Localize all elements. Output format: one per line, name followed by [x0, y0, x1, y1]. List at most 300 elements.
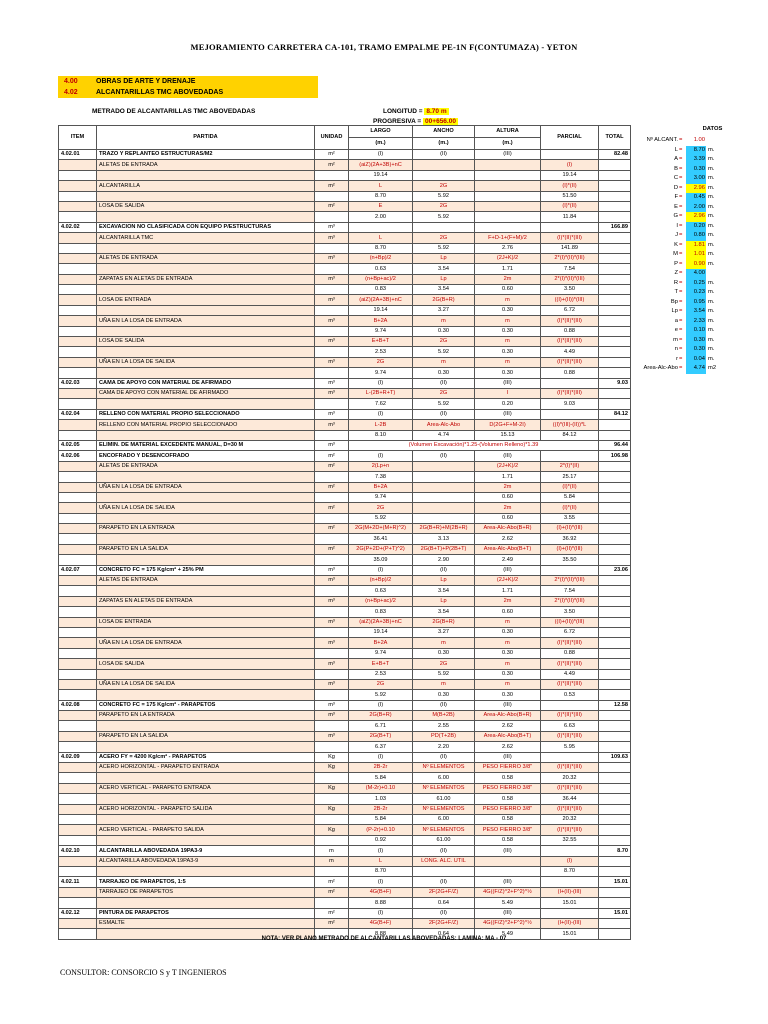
datos-list: [640, 136, 755, 374]
largo-cell: (aiZ)(2A+3B)+nC: [349, 295, 413, 305]
ancho-cell: 2.55: [413, 721, 475, 731]
subitem-formula-row: [59, 576, 631, 586]
item-cell: [59, 586, 97, 596]
partida-cell: UÑA EN LA LOSA DE ENTRADA: [97, 482, 315, 492]
altura-cell: Area-Alc-Abo(B+T): [475, 731, 541, 741]
largo-cell: 5.84: [349, 815, 413, 825]
partida-cell: RELLENO CON MATERIAL PROPIO SELECCIONADO: [97, 409, 315, 419]
largo-cell: 2B-2r: [349, 804, 413, 814]
partida-cell: UÑA EN LA LOSA DE SALIDA: [97, 357, 315, 367]
datos-value: 1.00: [693, 137, 705, 143]
altura-cell: 2m: [475, 503, 541, 513]
partida-cell: ALCANTARILLA ABOVEDADA 19PA3-9: [97, 846, 315, 856]
ancho-cell: LONG. ALC. UTIL: [413, 856, 475, 866]
partida-cell: [97, 898, 315, 908]
total-cell: [599, 835, 631, 845]
parcial-cell: (I)*(II): [541, 201, 599, 211]
table-body: [59, 150, 631, 940]
item-cell: [59, 555, 97, 565]
datos-value: 2.96: [686, 212, 706, 222]
item-cell: [59, 576, 97, 586]
ancho-cell: Lp: [413, 274, 475, 284]
subitem-value-row: [59, 773, 631, 783]
datos-value: 3.54: [686, 307, 706, 317]
ancho-cell: 2.20: [413, 742, 475, 752]
datos-label: E: [674, 203, 678, 210]
item-cell: 4.02.12: [59, 908, 97, 918]
datos-unit: m.: [708, 327, 715, 333]
datos-label: T: [674, 289, 678, 295]
parcial-cell: [541, 565, 599, 575]
datos-value: 0.45: [686, 193, 706, 203]
subitem-value-row: [59, 742, 631, 752]
subitem-formula-row: [59, 201, 631, 211]
largo-cell: 0.92: [349, 835, 413, 845]
unidad-cell: Kg: [315, 825, 349, 835]
datos-row: [640, 279, 755, 289]
ancho-cell: 2F(2G+F/Z): [413, 918, 475, 928]
total-cell: [599, 347, 631, 357]
partida-cell: LOSA DE SALIDA: [97, 201, 315, 211]
equals-sign: =: [679, 308, 683, 314]
total-cell: [599, 794, 631, 804]
parcial-cell: 9.03: [541, 399, 599, 409]
parcial-cell: 0.88: [541, 648, 599, 658]
total-cell: [599, 544, 631, 554]
total-cell: [599, 783, 631, 793]
equals-sign: =: [679, 365, 683, 371]
ancho-cell: Nº ELEMENTOS: [413, 763, 475, 773]
unidad-cell: m²: [315, 451, 349, 461]
item-cell: [59, 524, 97, 534]
nota-text: NOTA: VER PLANO METRADO DE ALCANTARILLAS ABOVEDADAS: LAMINA: MA - 07: [261, 936, 507, 942]
datos-label: P: [674, 260, 678, 267]
subitem-formula-row: [59, 482, 631, 492]
header-item: ITEM: [59, 126, 97, 150]
datos-label: F: [674, 194, 678, 200]
partida-cell: [97, 285, 315, 295]
ancho-cell: Nº ELEMENTOS: [413, 783, 475, 793]
subitem-value-row: [59, 264, 631, 274]
item-row: [59, 908, 631, 918]
unidad-cell: m³: [315, 638, 349, 648]
equals-sign: =: [679, 156, 683, 162]
item-cell: [59, 420, 97, 430]
parcial-cell: (I): [541, 856, 599, 866]
altura-cell: 2.49: [475, 555, 541, 565]
datos-unit: m.: [708, 213, 715, 219]
datos-row: [640, 155, 755, 165]
largo-cell: B+2A: [349, 316, 413, 326]
altura-cell: 0.30: [475, 347, 541, 357]
altura-cell: Area-Alc-Abo(B+R): [475, 711, 541, 721]
equals-sign: =: [679, 270, 683, 276]
unidad-cell: [315, 243, 349, 253]
partida-cell: CONCRETO FC = 175 Kg/cm² - PARAPETOS: [97, 700, 315, 710]
unidad-cell: Kg: [315, 804, 349, 814]
datos-label: G: [673, 213, 678, 219]
unidad-cell: m³: [315, 576, 349, 586]
partida-cell: UÑA EN LA LOSA DE ENTRADA: [97, 316, 315, 326]
largo-cell: 2G(M+2D+(M+R)^2): [349, 524, 413, 534]
item-cell: [59, 815, 97, 825]
datos-label: J: [675, 232, 678, 238]
item-cell: 4.02.01: [59, 150, 97, 160]
subitem-value-row: [59, 898, 631, 908]
partida-cell: CAMA DE APOYO CON MATERIAL DE AFIRMADO: [97, 378, 315, 388]
parcial-cell: 2*(I)*(II)*(III): [541, 253, 599, 263]
ancho-cell: [413, 492, 475, 502]
parcial-cell: 4.49: [541, 669, 599, 679]
datos-title: DATOS: [702, 126, 723, 132]
largo-cell: 2(Lp+n: [349, 461, 413, 471]
item-cell: [59, 534, 97, 544]
altura-cell: 0.30: [475, 669, 541, 679]
largo-cell: E+B+T: [349, 659, 413, 669]
datos-value: 3.39: [686, 155, 706, 165]
header-unit-largo: (m.): [349, 138, 413, 150]
total-cell: [599, 482, 631, 492]
altura-cell: 2m: [475, 596, 541, 606]
altura-cell: 5.49: [475, 929, 541, 939]
datos-value: 0.04: [686, 355, 706, 365]
datos-unit: m.: [708, 184, 715, 191]
metrado-table: [58, 125, 631, 940]
partida-cell: PARAPETO EN LA ENTRADA: [97, 711, 315, 721]
total-cell: [599, 472, 631, 482]
parcial-cell: 5.95: [541, 742, 599, 752]
parcial-cell: 3.55: [541, 513, 599, 523]
altura-cell: Area-Alc-Abo(B+T): [475, 544, 541, 554]
datos-label: Nº ALCANT.: [646, 137, 678, 143]
total-cell: [599, 627, 631, 637]
altura-cell: 0.58: [475, 835, 541, 845]
largo-cell: 35.09: [349, 555, 413, 565]
total-cell: [599, 160, 631, 170]
ancho-cell: 0.30: [413, 690, 475, 700]
parcial-cell: ((I)+(II))*(III): [541, 617, 599, 627]
largo-cell: (n+Bp+ac)/2: [349, 274, 413, 284]
item-cell: [59, 607, 97, 617]
equals-sign: =: [679, 175, 683, 181]
ancho-cell: [413, 461, 475, 471]
unidad-cell: m²: [315, 887, 349, 897]
partida-cell: [97, 815, 315, 825]
partida-cell: ACERO VERTICAL - PARAPETO SALIDA: [97, 825, 315, 835]
unidad-cell: Kg: [315, 752, 349, 762]
largo-cell: (n+Bp)/2: [349, 576, 413, 586]
datos-row: [640, 355, 755, 365]
subitem-value-row: [59, 835, 631, 845]
largo-cell: 5.84: [349, 773, 413, 783]
altura-cell: (III): [475, 565, 541, 575]
altura-cell: m: [475, 659, 541, 669]
item-cell: [59, 856, 97, 866]
item-cell: 4.02.05: [59, 440, 97, 450]
ancho-cell: 2.90: [413, 555, 475, 565]
parcial-cell: (I)*(II): [541, 503, 599, 513]
unidad-cell: [315, 648, 349, 658]
total-cell: [599, 295, 631, 305]
ancho-cell: [413, 503, 475, 513]
item-cell: 4.02.06: [59, 451, 97, 461]
parcial-cell: [541, 222, 599, 232]
largo-cell: 6.37: [349, 742, 413, 752]
item-cell: [59, 679, 97, 689]
largo-cell: 9.74: [349, 368, 413, 378]
section-text: OBRAS DE ARTE Y DRENAJE: [96, 78, 196, 85]
ancho-cell: (II): [413, 752, 475, 762]
parcial-cell: [541, 752, 599, 762]
parcial-cell: 2*(I)*(II): [541, 461, 599, 471]
total-cell: [599, 274, 631, 284]
parcial-cell: 6.63: [541, 721, 599, 731]
datos-row: [640, 364, 755, 374]
item-cell: [59, 492, 97, 502]
header-altura: ALTURA: [475, 126, 541, 138]
subitem-formula-row: [59, 679, 631, 689]
item-cell: 4.02.03: [59, 378, 97, 388]
unidad-cell: [315, 513, 349, 523]
total-cell: [599, 586, 631, 596]
item-cell: [59, 461, 97, 471]
subitem-formula-row: [59, 918, 631, 928]
subitem-value-row: [59, 586, 631, 596]
unidad-cell: [315, 690, 349, 700]
total-cell: [599, 763, 631, 773]
total-cell: 12.58: [599, 700, 631, 710]
altura-cell: m: [475, 337, 541, 347]
datos-panel: [640, 126, 755, 374]
subitem-formula-row: [59, 783, 631, 793]
unidad-cell: [315, 835, 349, 845]
ancho-cell: 5.92: [413, 191, 475, 201]
item-cell: [59, 253, 97, 263]
ancho-cell: (II): [413, 409, 475, 419]
altura-cell: 0.30: [475, 326, 541, 336]
altura-cell: [475, 170, 541, 180]
datos-value: 4.74: [686, 364, 706, 374]
total-cell: [599, 264, 631, 274]
total-cell: [599, 690, 631, 700]
largo-cell: B+2A: [349, 638, 413, 648]
ancho-cell: 0.30: [413, 326, 475, 336]
item-cell: 4.02.09: [59, 752, 97, 762]
altura-cell: (III): [475, 700, 541, 710]
section-text: ALCANTARILLAS TMC ABOVEDADAS: [96, 89, 224, 96]
ancho-cell: 5.92: [413, 669, 475, 679]
largo-cell: 8.88: [349, 929, 413, 939]
altura-cell: 0.30: [475, 305, 541, 315]
datos-row: [640, 317, 755, 327]
total-cell: [599, 576, 631, 586]
parcial-cell: 11.84: [541, 212, 599, 222]
unidad-cell: [315, 399, 349, 409]
unidad-cell: [315, 866, 349, 876]
item-cell: [59, 201, 97, 211]
partida-cell: ALETAS DE ENTRADA: [97, 253, 315, 263]
partida-cell: UÑA EN LA LOSA DE ENTRADA: [97, 638, 315, 648]
altura-cell: 2.62: [475, 534, 541, 544]
altura-cell: [475, 201, 541, 211]
item-cell: [59, 233, 97, 243]
item-cell: [59, 763, 97, 773]
unidad-cell: m³: [315, 659, 349, 669]
total-cell: [599, 368, 631, 378]
subitem-value-row: [59, 794, 631, 804]
item-cell: [59, 264, 97, 274]
subitem-value-row: [59, 212, 631, 222]
ancho-cell: Lp: [413, 576, 475, 586]
unidad-cell: [315, 742, 349, 752]
ancho-cell: Nº ELEMENTOS: [413, 804, 475, 814]
partida-cell: [97, 690, 315, 700]
ancho-cell: (II): [413, 846, 475, 856]
equals-sign: =: [679, 194, 683, 200]
equals-sign: =: [679, 251, 683, 257]
unidad-cell: [315, 586, 349, 596]
total-cell: [599, 503, 631, 513]
total-cell: [599, 731, 631, 741]
total-cell: [599, 285, 631, 295]
datos-value: 0.25: [686, 279, 706, 289]
datos-row: [640, 250, 755, 260]
unidad-cell: m²: [315, 877, 349, 887]
datos-row: [640, 136, 755, 146]
datos-unit: m2: [708, 365, 717, 371]
subitem-value-row: [59, 305, 631, 315]
total-cell: [599, 337, 631, 347]
equals-sign: =: [679, 213, 683, 219]
datos-value: 0.30: [686, 345, 706, 355]
partida-cell: LOSA DE SALIDA: [97, 337, 315, 347]
altura-cell: (2J+K)/2: [475, 576, 541, 586]
ancho-cell: m: [413, 679, 475, 689]
item-cell: [59, 503, 97, 513]
largo-cell: L-2B: [349, 420, 413, 430]
parcial-cell: (I)*(II)*(III): [541, 659, 599, 669]
equals-sign: =: [679, 298, 683, 305]
altura-cell: 0.30: [475, 368, 541, 378]
total-cell: [599, 170, 631, 180]
largo-cell: 8.88: [349, 898, 413, 908]
total-cell: [599, 399, 631, 409]
item-cell: [59, 357, 97, 367]
partida-cell: [97, 368, 315, 378]
parcial-cell: 0.53: [541, 690, 599, 700]
parcial-cell: 15.01: [541, 898, 599, 908]
subitem-formula-row: [59, 295, 631, 305]
altura-cell: (2J+K)/2: [475, 253, 541, 263]
ancho-cell: 6.00: [413, 773, 475, 783]
subitem-formula-row: [59, 659, 631, 669]
largo-cell: 2.53: [349, 347, 413, 357]
datos-value: 0.30: [686, 165, 706, 175]
total-cell: 8.70: [599, 846, 631, 856]
header-row: [59, 126, 631, 138]
partida-cell: RELLENO CON MATERIAL PROPIO SELECCIONADO: [97, 420, 315, 430]
altura-cell: m: [475, 316, 541, 326]
datos-value: 3.00: [686, 174, 706, 184]
datos-unit: m.: [708, 156, 715, 162]
parcial-cell: (I)*(II)*(III): [541, 679, 599, 689]
altura-cell: [475, 181, 541, 191]
datos-unit: m.: [708, 336, 715, 343]
item-cell: [59, 773, 97, 783]
partida-cell: [97, 399, 315, 409]
unidad-cell: m³: [315, 388, 349, 398]
total-cell: 106.98: [599, 451, 631, 461]
largo-cell: 4G(B+F): [349, 918, 413, 928]
partida-cell: UÑA EN LA LOSA DE SALIDA: [97, 679, 315, 689]
item-cell: [59, 711, 97, 721]
item-row: [59, 409, 631, 419]
item-cell: [59, 472, 97, 482]
item-cell: 4.02.11: [59, 877, 97, 887]
subitem-value-row: [59, 347, 631, 357]
largo-cell: (I): [349, 846, 413, 856]
altura-cell: 0.58: [475, 773, 541, 783]
total-cell: [599, 679, 631, 689]
partida-cell: [97, 170, 315, 180]
largo-cell: 9.74: [349, 648, 413, 658]
largo-cell: 9.74: [349, 326, 413, 336]
parcial-cell: (I)*(II): [541, 482, 599, 492]
datos-row: [640, 298, 755, 308]
item-row: [59, 222, 631, 232]
header-largo: LARGO: [349, 126, 413, 138]
altura-cell: 0.30: [475, 627, 541, 637]
item-cell: [59, 399, 97, 409]
parcial-cell: 7.54: [541, 586, 599, 596]
datos-row: [640, 222, 755, 232]
equals-sign: =: [679, 346, 683, 352]
partida-cell: [97, 191, 315, 201]
partida-cell: LOSA DE ENTRADA: [97, 295, 315, 305]
equals-sign: =: [679, 279, 683, 286]
partida-cell: [97, 586, 315, 596]
total-cell: [599, 492, 631, 502]
altura-cell: 1.71: [475, 264, 541, 274]
item-cell: [59, 731, 97, 741]
unidad-cell: [315, 721, 349, 731]
datos-label: Z: [674, 270, 678, 276]
altura-cell: 1.71: [475, 472, 541, 482]
total-cell: [599, 305, 631, 315]
parcial-cell: 20.32: [541, 815, 599, 825]
largo-cell: 8.70: [349, 866, 413, 876]
item-cell: 4.02.07: [59, 565, 97, 575]
unidad-cell: m²: [315, 150, 349, 160]
subitem-formula-row: [59, 253, 631, 263]
total-cell: [599, 513, 631, 523]
item-cell: [59, 295, 97, 305]
subitem-value-row: [59, 243, 631, 253]
subitem-value-row: [59, 326, 631, 336]
unidad-cell: m: [315, 856, 349, 866]
altura-cell: [475, 856, 541, 866]
datos-row: [640, 203, 755, 213]
total-cell: [599, 461, 631, 471]
parcial-cell: 3.50: [541, 285, 599, 295]
ancho-cell: 2G: [413, 233, 475, 243]
total-cell: [599, 669, 631, 679]
total-cell: [599, 534, 631, 544]
parcial-cell: (I)*(II)*(III): [541, 731, 599, 741]
ancho-cell: 3.54: [413, 607, 475, 617]
altura-cell: 4G((F/Z)^2+F^2)^½: [475, 887, 541, 897]
ancho-cell: 4.74: [413, 430, 475, 440]
